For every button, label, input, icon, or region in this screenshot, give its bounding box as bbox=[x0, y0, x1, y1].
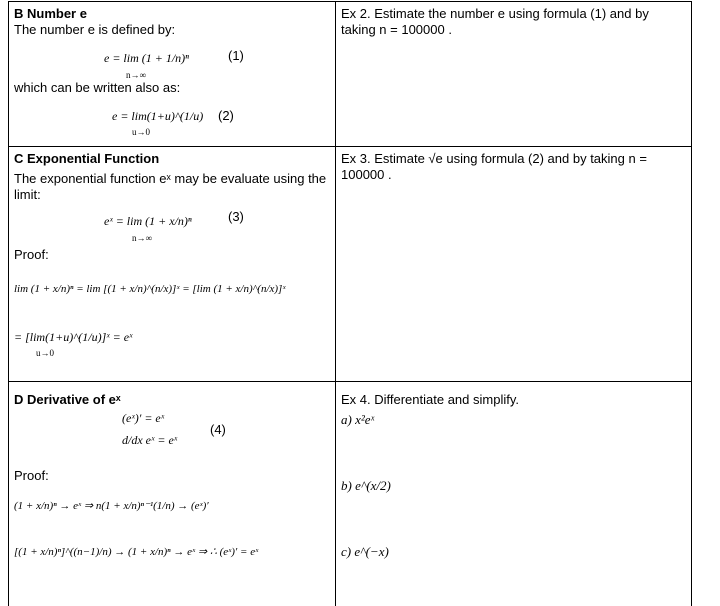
formula-3-number: (3) bbox=[228, 209, 244, 225]
proof-c-line-2-text: = [lim(1+u)^(1/u)]ˣ = eˣ bbox=[14, 329, 132, 345]
exercise-4c: c) e^(−x) bbox=[341, 544, 686, 560]
proof-c-line-1-text: lim (1 + x/n)ⁿ = lim [(1 + x/n)^(n/x)]ˣ = [lim (1 + x/n)^(n/x)]ˣ bbox=[14, 281, 285, 297]
section-b-midtext: which can be written also as: bbox=[14, 80, 330, 96]
formula-2 bbox=[14, 96, 330, 136]
proof-c-line-1 bbox=[14, 263, 330, 317]
formula-2-limit: u→0 bbox=[132, 124, 150, 140]
formula-4-number: (4) bbox=[210, 422, 226, 438]
formula-1-limit: n→∞ bbox=[126, 67, 146, 83]
row-derivative bbox=[9, 382, 692, 606]
formula-4b-text: d/dx eˣ = eˣ bbox=[122, 432, 177, 448]
cell-exponential bbox=[9, 147, 336, 382]
proof-c-line-2-limit: u→0 bbox=[36, 345, 54, 361]
cell-derivative bbox=[9, 382, 336, 606]
exercise-4-text: Ex 4. Differentiate and simplify. bbox=[341, 392, 686, 408]
formula-1-number: (1) bbox=[228, 48, 244, 64]
formula-2-text: e = lim(1+u)^(1/u) bbox=[112, 108, 203, 124]
formula-2-number: (2) bbox=[218, 108, 234, 124]
exercise-3-text: Ex 3. Estimate √e using formula (2) and by taking n = 100000 . bbox=[341, 151, 686, 183]
formula-4 bbox=[14, 408, 330, 462]
proof-d-line-1-text: (1 + x/n)ⁿ → eˣ ⇒ n(1 + x/n)ⁿ⁻¹(1/n) → (eˣ)′ bbox=[14, 498, 209, 514]
formula-3 bbox=[14, 203, 330, 243]
proof-d-line-2 bbox=[14, 528, 330, 578]
exercise-4a: a) x²eˣ bbox=[341, 412, 686, 428]
formula-1-text: e = lim (1 + 1/n)ⁿ bbox=[104, 50, 189, 66]
section-b-intro: The number e is defined by: bbox=[14, 22, 330, 38]
worksheet-table bbox=[8, 1, 692, 606]
section-d-heading: D Derivative of eˣ bbox=[14, 392, 330, 408]
proof-d-line-1 bbox=[14, 484, 330, 528]
proof-d-line-2-text: [(1 + x/n)ⁿ]^((n−1)/n) → (1 + x/n)ⁿ → eˣ ⇒ ∴ (eˣ)′ = eˣ bbox=[14, 544, 258, 560]
cell-ex2 bbox=[336, 2, 692, 147]
formula-1 bbox=[14, 38, 330, 80]
cell-number-e bbox=[9, 2, 336, 147]
row-exponential bbox=[9, 147, 692, 382]
row-number-e bbox=[9, 2, 692, 147]
section-b-heading: B Number e bbox=[14, 6, 330, 22]
cell-ex4 bbox=[336, 382, 692, 606]
section-c-intro: The exponential function eˣ may be evaluate using the limit: bbox=[14, 171, 330, 203]
exercise-4b: b) e^(x/2) bbox=[341, 478, 686, 494]
proof-c-line-2 bbox=[14, 317, 330, 363]
section-c-heading: C Exponential Function bbox=[14, 151, 330, 167]
formula-3-text: eˣ = lim (1 + x/n)ⁿ bbox=[104, 213, 192, 229]
section-c-proof-label: Proof: bbox=[14, 247, 330, 263]
exercise-2-text: Ex 2. Estimate the number e using formula (1) and by taking n = 100000 . bbox=[341, 6, 686, 38]
section-d-proof-label: Proof: bbox=[14, 468, 330, 484]
formula-3-limit: n→∞ bbox=[132, 230, 152, 246]
formula-4a-text: (eˣ)′ = eˣ bbox=[122, 410, 164, 426]
cell-ex3 bbox=[336, 147, 692, 382]
